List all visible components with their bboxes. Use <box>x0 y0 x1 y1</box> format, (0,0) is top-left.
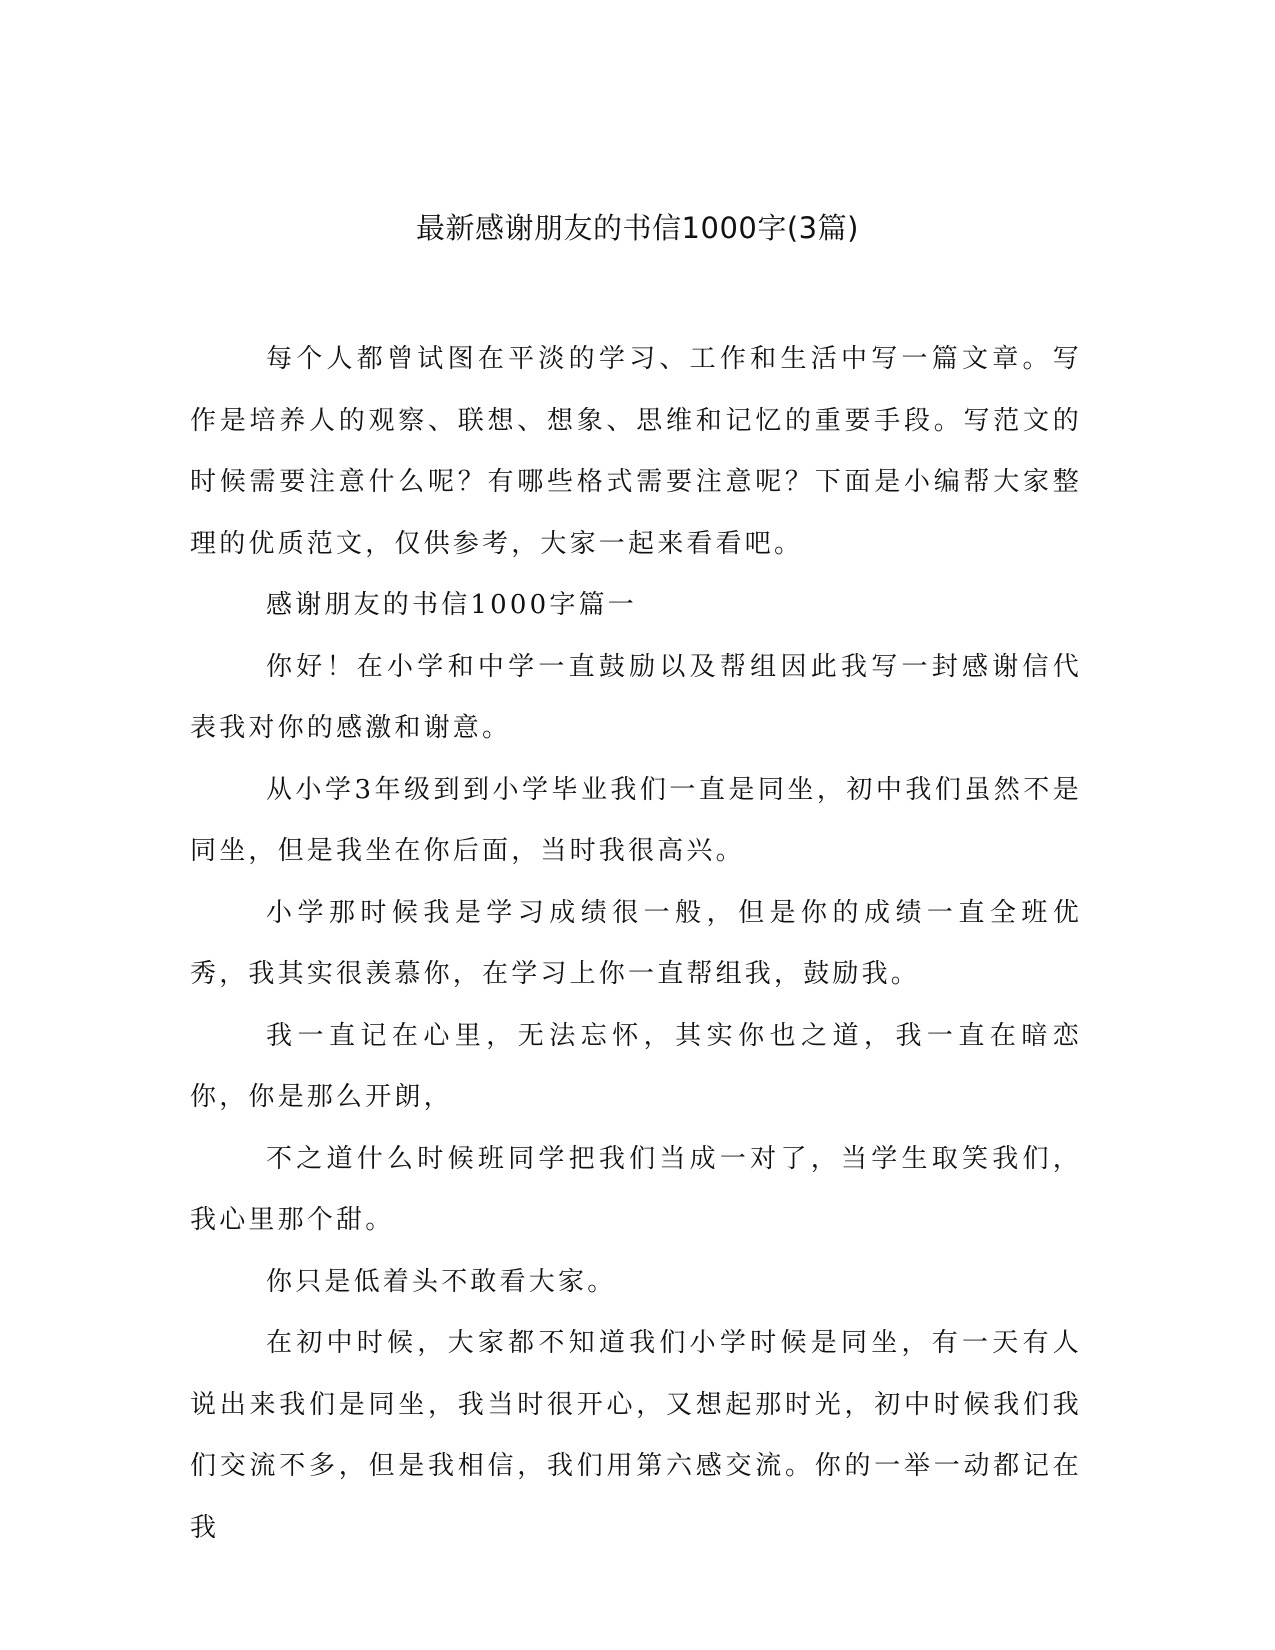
document-title: 最新感谢朋友的书信1000字(3篇) <box>416 211 859 245</box>
paragraph: 在初中时候，大家都不知道我们小学时候是同坐，有一天有人说出来我们是同坐，我当时很开心，又想起那时光，初中时候我们我们交流不多，但是我相信，我们用第六感交流。你的一举一动都记在我 <box>190 1328 1082 1543</box>
paragraph: 你只是低着头不敢看大家。 <box>266 1266 617 1297</box>
paragraph: 小学那时候我是学习成绩很一般，但是你的成绩一直全班优秀，我其实很羡慕你，在学习上你一直帮组我，鼓励我。 <box>190 897 1082 989</box>
paragraph: 你好！在小学和中学一直鼓励以及帮组因此我写一封感谢信代表我对你的感激和谢意。 <box>190 651 1082 743</box>
section-heading: 感谢朋友的书信1000字篇一 <box>266 590 637 620</box>
paragraph: 从小学3年级到到小学毕业我们一直是同坐，初中我们虽然不是同坐，但是我坐在你后面，当时我很高兴。 <box>190 774 1082 866</box>
document-body <box>190 329 1082 1559</box>
paragraph: 我一直记在心里，无法忘怀，其实你也之道，我一直在暗恋你，你是那么开朗， <box>190 1020 1082 1112</box>
paragraph: 不之道什么时候班同学把我们当成一对了，当学生取笑我们，我心里那个甜。 <box>190 1143 1082 1235</box>
paragraph-intro: 每个人都曾试图在平淡的学习、工作和生活中写一篇文章。写作是培养人的观察、联想、想象、思维和记忆的重要手段。写范文的时候需要注意什么呢？有哪些格式需要注意呢？下面是小编帮大家整理的优质范文，仅供参考，大家一起来看看吧。 <box>190 344 1082 559</box>
